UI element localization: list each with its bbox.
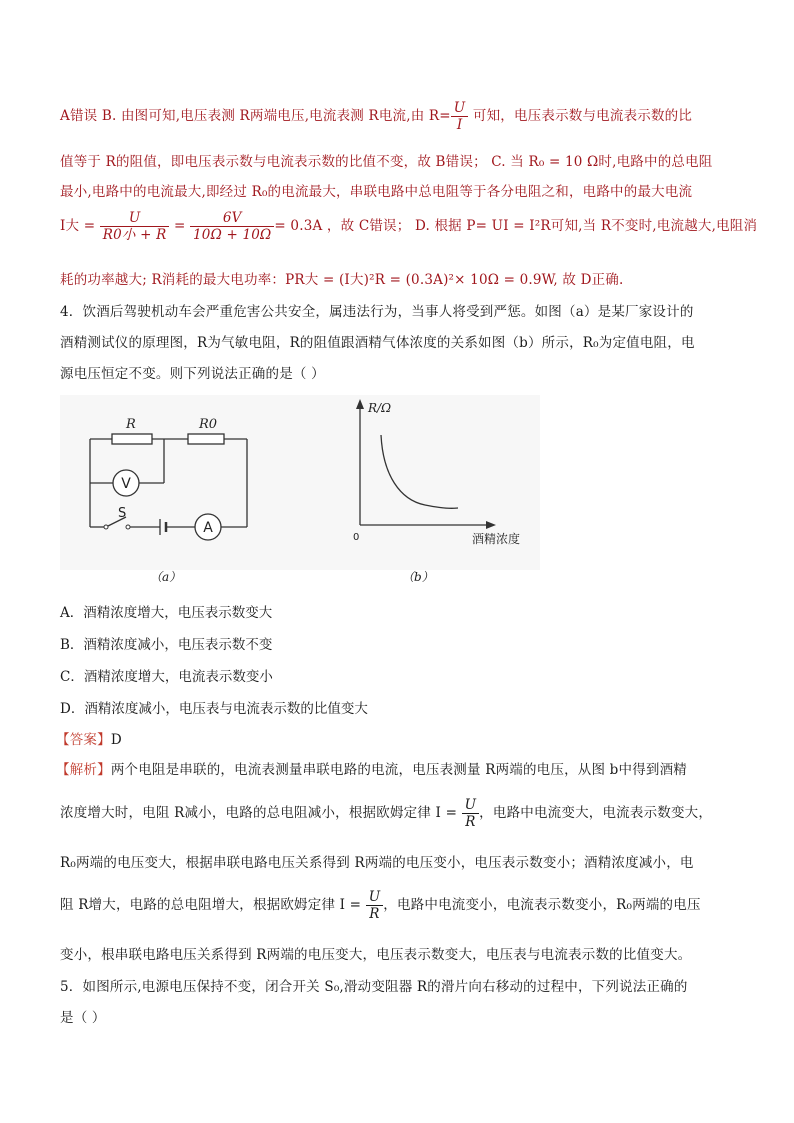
- fraction-denominator: R: [369, 906, 380, 922]
- graph-origin-label: 0: [353, 532, 360, 543]
- option-c: C．酒精浓度增大，电流表示数变小: [60, 669, 273, 685]
- solution-line-2: 值等于 R的阻值，即电压表示数与电流表示数的比值不变，故 B错误； C. 当 R₀ = 10 Ω时,电路中的总电阻: [60, 154, 713, 170]
- fraction-max-current: [100, 210, 170, 243]
- question-4-line-2: 酒精测试仪的原理图，R为气敏电阻，R的阻值跟酒精气体浓度的关系如图（b）所示，R₀为定值电阻，电: [60, 335, 695, 351]
- option-a: A．酒精浓度增大，电压表示数变大: [60, 605, 273, 621]
- solution-line-4: [60, 210, 757, 243]
- fraction-numeric: [190, 210, 274, 243]
- fraction-denominator: R: [465, 814, 476, 830]
- question-4-line-1: 4．饮酒后驾驶机动车会严重危害公共安全，属违法行为，当事人将受到严惩。如图（a）是某厂家设计的: [60, 304, 694, 320]
- solution-line-3: 最小,电路中的电流最大,即经过 R₀的电流最大，串联电路中总电阻等于各分电阻之和，电路中的最大电流: [60, 184, 693, 200]
- resistor-r-label: R: [126, 417, 136, 432]
- fraction-denominator: 10Ω + 10Ω: [192, 227, 272, 243]
- resistor-r: [112, 434, 152, 444]
- fraction-ohms-law: [462, 797, 480, 830]
- resistor-r0-label: R0: [199, 417, 218, 432]
- analysis-text: 两个电阻是串联的，电流表测量串联电路的电流，电压表测量 R两端的电压，从图 b中得到酒精: [110, 762, 688, 778]
- solution-line-1: [60, 100, 692, 133]
- solution-line-5: 耗的功率越大; R消耗的最大电功率：PR大 = (I大)²R = (0.3A)²× 10Ω = 0.9W, 故 D正确.: [60, 272, 624, 288]
- question-5-line-2: 是（ ）: [60, 1010, 106, 1026]
- voltmeter-label: V: [121, 476, 131, 492]
- solution-text: A错误 B. 由图可知,电压表测 R两端电压,电流表测 R电流,由 R=: [60, 108, 451, 124]
- equals-sign: =: [173, 218, 186, 234]
- option-d: D．酒精浓度减小，电压表与电流表示数的比值变大: [60, 701, 368, 717]
- graph-y-label: R/Ω: [368, 401, 392, 415]
- answer-tag: 【答案】: [56, 732, 111, 748]
- fraction-u-over-i: [451, 100, 469, 133]
- solution-text: 可知，电压表示数与电流表示数的比: [468, 108, 693, 124]
- answer-value: D: [110, 732, 122, 748]
- fraction-numerator: U: [366, 889, 384, 906]
- solution-text: I大 =: [60, 218, 96, 234]
- option-b: B．酒精浓度减小，电压表示数不变: [60, 637, 273, 653]
- analysis-text: ，电路中电流变小，电流表示数变小，R₀两端的电压: [383, 897, 701, 913]
- circuit-diagram: [60, 395, 540, 570]
- ammeter-label: A: [203, 520, 213, 536]
- solution-text: = 0.3A ，故 C错误； D. 根据 P= UI = I²R可知,当 R不变时,电流越大,电阻消: [274, 218, 758, 234]
- analysis-line-2: [60, 797, 712, 830]
- analysis-text: 阻 R增大，电路的总电阻增大，根据欧姆定律 I =: [60, 897, 362, 913]
- switch-label: S: [118, 506, 127, 521]
- fraction-numerator: 6V: [190, 210, 274, 227]
- analysis-line-4: [60, 889, 701, 922]
- analysis-text: 浓度增大时，电阻 R减小，电路的总电阻减小，根据欧姆定律 I =: [60, 805, 458, 821]
- fraction-denominator: R0小 + R: [102, 227, 167, 243]
- figure-b-caption: （b）: [402, 570, 434, 584]
- answer-line: [56, 728, 122, 748]
- figure-a-caption: （a）: [150, 570, 182, 584]
- analysis-text: ，电路中电流变大，电流表示数变大，: [479, 805, 713, 821]
- analysis-line-1: [56, 758, 687, 778]
- question-5-line-1: 5．如图所示,电源电压保持不变，闭合开关 S₀,滑动变阻器 R的滑片向右移动的过程中，下列说法正确的: [60, 979, 688, 995]
- fraction-numerator: U: [462, 797, 480, 814]
- question-4-line-3: 源电压恒定不变。则下列说法正确的是（ ）: [60, 366, 325, 382]
- resistor-r0: [188, 434, 224, 444]
- graph-x-label: 酒精浓度: [472, 532, 521, 546]
- analysis-tag: 【解析】: [56, 762, 111, 778]
- analysis-line-5: 变小，根串联电路电压关系得到 R两端的电压变大，电压表示数变大，电压表与电流表示数的比值变大。: [60, 947, 692, 963]
- fraction-ohms-law: [366, 889, 384, 922]
- fraction-denominator: I: [456, 117, 463, 133]
- fraction-numerator: U: [451, 100, 469, 117]
- analysis-line-3: R₀两端的电压变大，根据串联电路电压关系得到 R两端的电压变小，电压表示数变小；酒精浓度减小，电: [60, 855, 694, 871]
- fraction-numerator: U: [100, 210, 170, 227]
